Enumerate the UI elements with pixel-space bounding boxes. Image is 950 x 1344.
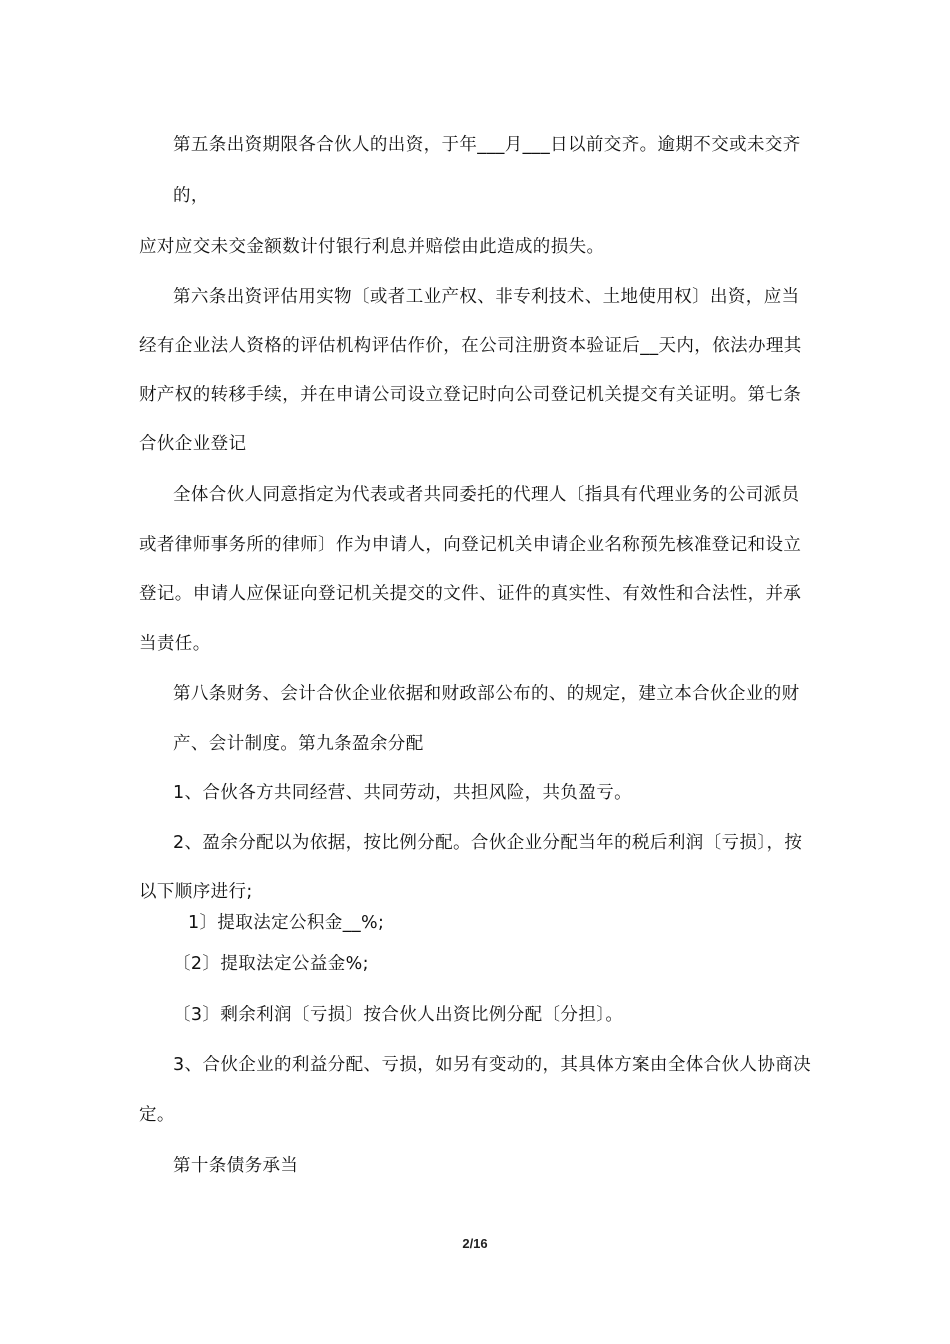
text-line: 产、会计制度。第九条盈余分配 <box>173 734 424 754</box>
text-line: 第十条债务承当 <box>173 1156 299 1176</box>
text-line: 1、合伙各方共同经营、共同劳动，共担风险，共负盈亏。 <box>173 783 633 803</box>
text-line: 〔2〕提取法定公益金%; <box>173 954 369 974</box>
text-line: 当责任。 <box>139 634 211 654</box>
text-line: 登记。申请人应保证向登记机关提交的文件、证件的真实性、有效性和合法性，并承 <box>139 584 802 604</box>
page-number: 2/16 <box>462 1236 488 1251</box>
text-line: 第八条财务、会计合伙企业依据和财政部公布的、的规定，建立本合伙企业的财 <box>173 684 800 704</box>
text-line: 定。 <box>139 1105 175 1125</box>
text-line: 应对应交未交金额数计付银行利息并赔偿由此造成的损失。 <box>139 237 605 257</box>
text-line: 全体合伙人同意指定为代表或者共同委托的代理人〔指具有代理业务的公司派员 <box>173 485 800 505</box>
text-line: 第五条出资期限各合伙人的出资，于年___月___日以前交齐。逾期不交或未交齐 <box>173 135 801 155</box>
text-line: 或者律师事务所的律师〕作为申请人，向登记机关申请企业名称预先核准登记和设立 <box>139 535 802 555</box>
text-line: 财产权的转移手续，并在申请公司设立登记时向公司登记机关提交有关证明。第七条 <box>139 385 802 405</box>
text-line: 第六条出资评估用实物〔或者工业产权、非专利技术、土地使用权〕出资，应当 <box>173 287 800 307</box>
text-line: 经有企业法人资格的评估机构评估作价，在公司注册资本验证后__天内，依法办理其 <box>139 336 802 356</box>
text-line: 合伙企业登记 <box>139 434 247 454</box>
text-line: 〔3〕剩余利润〔亏损〕按合伙人出资比例分配〔分担〕。 <box>173 1005 624 1025</box>
text-line: 1〕提取法定公积金__%; <box>188 913 385 933</box>
text-line: 以下顺序进行; <box>139 882 253 902</box>
text-line: 3、合伙企业的利益分配、亏损，如另有变动的，其具体方案由全体合伙人协商决 <box>173 1055 812 1075</box>
text-line: 的， <box>173 186 209 206</box>
text-line: 2、盈余分配以为依据，按比例分配。合伙企业分配当年的税后利润〔亏损〕，按 <box>173 833 803 853</box>
